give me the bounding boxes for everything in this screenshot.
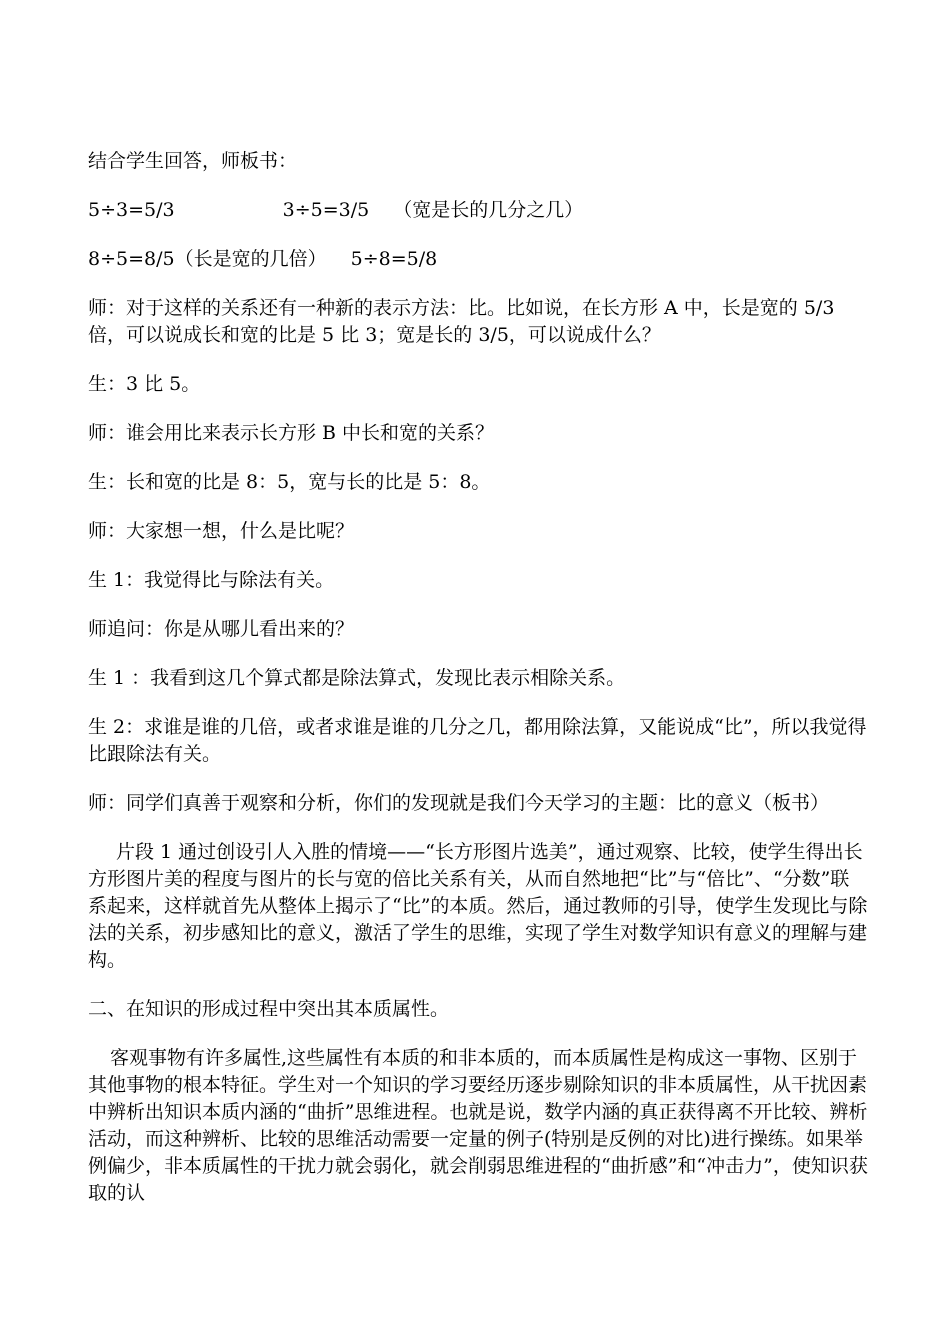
intro-line: 结合学生回答，师板书： <box>88 150 298 172</box>
student-line-5: 生 2：求谁是谁的几倍，或者求谁是谁的几分之几，都用除法算，又能说成“比”，所以我觉得比跟除法有关。 <box>88 716 867 765</box>
teacher-line-5: 师：同学们真善于观察和分析，你们的发现就是我们今天学习的主题：比的意义（板书） <box>88 792 830 814</box>
teacher-line-3: 师：大家想一想，什么是比呢？ <box>88 520 355 542</box>
student-line-2: 生：长和宽的比是 8：5，宽与长的比是 5：8。 <box>88 471 491 493</box>
analysis-paragraph: 片段 1 通过创设引人入胜的情境——“长方形图片选美”，通过观察、比较，使学生得出长方形图片美的程度与图片的长与宽的倍比关系有关，从而自然地把“比”与“倍比”、“分数”联系起来，这样就首先从整体上揭示了“比”的本质。然后，通过教师的引导，使学生发现比与除法的关系，初步感知比的意义，激活了学生的思维，实现了学生对数学知识有意义的理解与建构。 <box>88 841 868 971</box>
equation-row-1 <box>88 197 868 224</box>
equation-note-1: （宽是长的几分之几） <box>393 199 584 221</box>
document-page <box>88 148 868 1207</box>
student-line-1: 生：3 比 5。 <box>88 373 201 395</box>
equation-5-div-8: 5÷8=5/8 <box>350 248 438 270</box>
student-line-4: 生 1 ：我看到这几个算式都是除法算式，发现比表示相除关系。 <box>88 667 626 689</box>
equation-5-div-3: 5÷3=5/3 <box>88 199 175 221</box>
equation-row-2 <box>88 246 868 273</box>
section-2-paragraph: 客观事物有许多属性,这些属性有本质的和非本质的，而本质属性是构成这一事物、区别于其他事物的根本特征。学生对一个知识的学习要经历逐步剔除知识的非本质属性，从干扰因素中辨析出知识本质内涵的“曲折”思维进程。也就是说，数学内涵的真正获得离不开比较、辨析活动，而这种辨析、比较的思维活动需要一定量的例子(特别是反例的对比)进行操练。如果举例偏少，非本质属性的干扰力就会弱化，就会削弱思维进程的“曲折感”和“冲击力”，使知识获取的认 <box>88 1047 868 1204</box>
section-heading-2: 二、在知识的形成过程中突出其本质属性。 <box>88 998 450 1020</box>
teacher-line-2: 师：谁会用比来表示长方形 B 中长和宽的关系？ <box>88 422 495 444</box>
equation-8-div-5: 8÷5=8/5（长是宽的几倍） <box>88 248 327 270</box>
equation-3-div-5: 3÷5=3/5 <box>282 199 370 221</box>
student-line-3: 生 1：我觉得比与除法有关。 <box>88 569 335 591</box>
teacher-line-1: 师：对于这样的关系还有一种新的表示方法：比。比如说，在长方形 A 中，长是宽的 5/3 倍，可以说成长和宽的比是 5 比 3；宽是长的 3/5，可以说成什么？ <box>88 297 841 346</box>
teacher-line-4: 师追问：你是从哪儿看出来的？ <box>88 618 355 640</box>
